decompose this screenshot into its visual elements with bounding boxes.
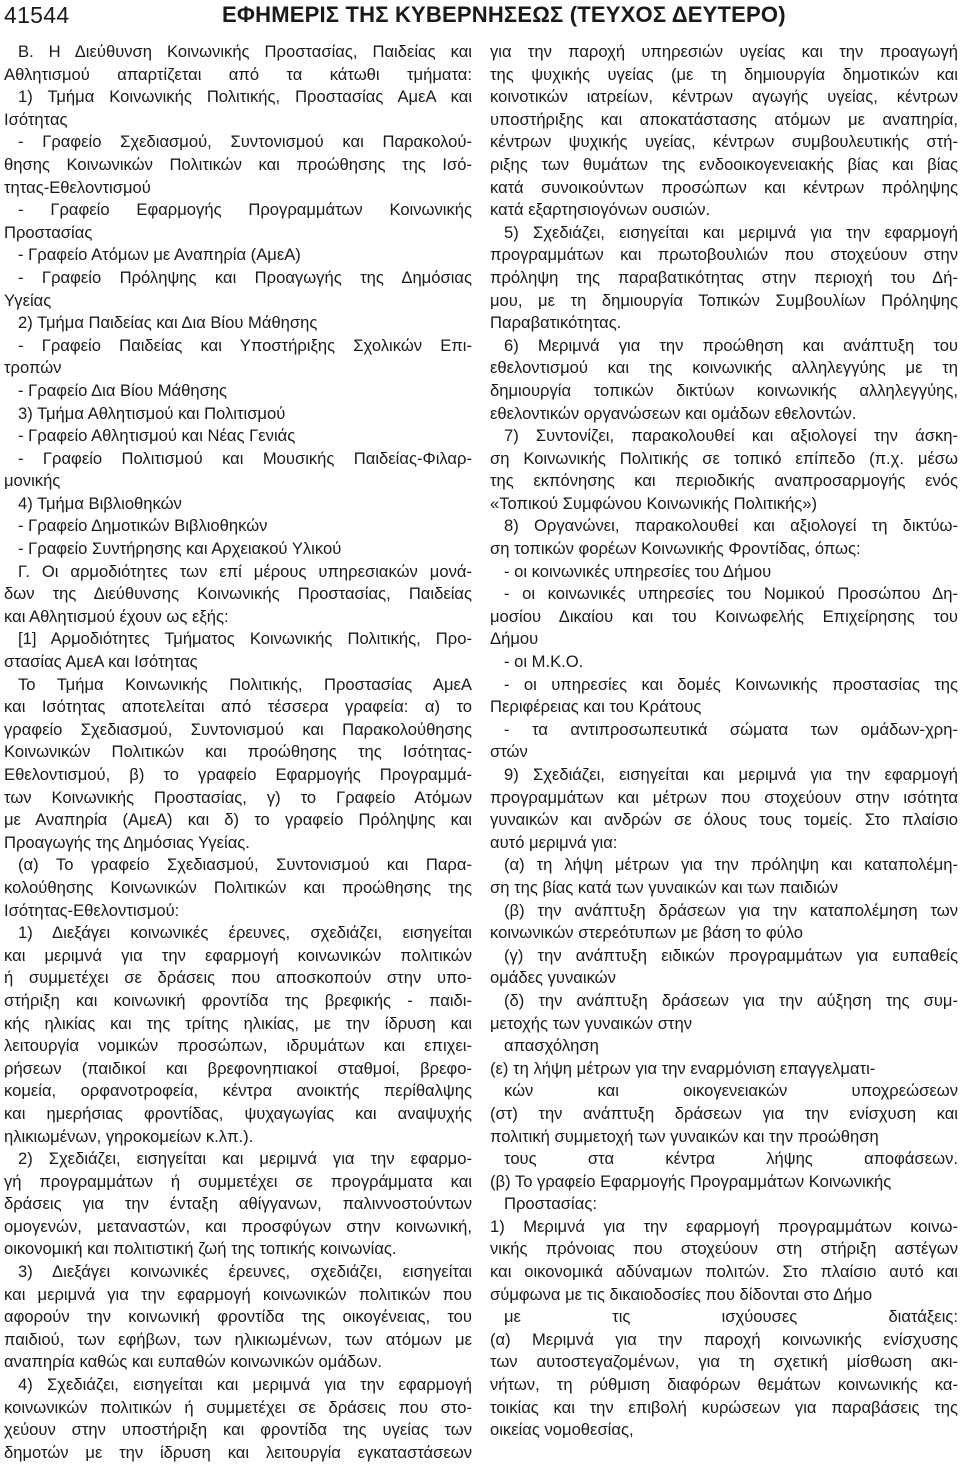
text-line: αυτό μεριμνά για:	[490, 832, 618, 852]
text-line: ση Κοινωνικής Πολιτικής σε τοπικό επίπεδο (π.χ. μέσω	[490, 448, 958, 468]
left-column	[4, 41, 472, 1464]
text-line: θησης Κοινωνικών Πολιτικών και προώθησης της Ισό-	[4, 154, 472, 174]
text-line: κών και οικογενειακών υποχρεώσεων	[504, 1081, 958, 1101]
text-line: στασίας ΑμεΑ και Ισότητας	[4, 652, 198, 672]
text-line: Ισότητας-Εθελοντισμού:	[4, 900, 180, 920]
text-line: εθελοντισμού και της κοινωνικής αλληλεγγύης με τη	[490, 358, 958, 378]
text-line: τους στα κέντρα λήψης αποφάσεων.	[504, 1149, 958, 1169]
text-line: Β. Η Διεύθυνση Κοινωνικής Προστασίας, Παιδείας και	[18, 42, 472, 61]
text-line: και ημερήσιας φροντίδας, ψυχαγωγίας και αναψυχής	[4, 1103, 472, 1123]
text-line: αφορούν την κοινωνική φροντίδα της οικογένειας, του	[4, 1307, 472, 1327]
text-line: «Τοπικού Συμφώνου Κοινωνικής Πολιτικής»)	[490, 493, 818, 513]
text-line: οικείας νομοθεσίας,	[490, 1420, 634, 1440]
text-line: (α) Το γραφείο Σχεδιασμού, Συντονισμού και Παρα-	[18, 855, 472, 875]
text-line: [1] Αρμοδιότητες Τμήματος Κοινωνικής Πολιτικής, Προ-	[18, 629, 472, 649]
text-line: στήριξη και κοινωνική φροντίδα της βρεφικής - παιδι-	[4, 990, 472, 1010]
text-line: - Γραφείο Πολιτισμού και Μουσικής Παιδείας-Φιλαρ-	[18, 448, 472, 468]
text-line: Κοινωνικών Πολιτικών και προώθησης της Ισότητας-	[4, 742, 472, 762]
text-line: - οι Μ.Κ.Ο.	[504, 652, 584, 672]
text-line: - Γραφείο Σχεδιασμού, Συντονισμού και Παρακολού-	[18, 132, 472, 152]
text-line: πολιτική συμμετοχή των γυναικών και την προώθηση	[490, 1126, 879, 1146]
text-line: - Γραφείο Δημοτικών Βιβλιοθηκών	[18, 516, 268, 536]
text-line: κομεία, ορφανοτροφεία, κέντρα ανοικτής περίθαλψης	[4, 1081, 472, 1101]
text-line: κατά συνοικούντων προσώπων και κέντρων πρόληψης	[490, 177, 958, 197]
text-line: και Αθλητισμού έχουν ως εξής:	[4, 606, 229, 626]
text-line: - οι υπηρεσίες και δομές Κοινωνικής προστασίας της	[504, 674, 958, 694]
text-line: νικής πρόνοιας που στοχεύουν στη στήριξη αστέγων	[490, 1239, 958, 1259]
text-line: 3) Διεξάγει κοινωνικές έρευνες, σχεδιάζει, εισηγείται	[18, 1262, 472, 1282]
text-line: γυναικών και ανδρών σε όλους τους τομείς. Στο πλαίσιο	[490, 810, 958, 830]
text-line: τοικίας και την επιβολή κυρώσεων για παραβάσεις της	[490, 1397, 958, 1417]
text-line: ρήσεων (παιδικοί και βρεφονηπιακοί σταθμοί, βρεφο-	[4, 1058, 472, 1078]
text-line: χεύουν στην υποστήριξη και φροντίδα της υγείας των	[4, 1420, 472, 1440]
text-line: μετοχής των γυναικών στην	[490, 1013, 693, 1033]
text-line: 8) Οργανώνει, παρακολουθεί και αξιολογεί τη δικτύω-	[504, 516, 958, 536]
text-line: αναπηρία καθώς και ευπαθών κοινωνικών ομάδων.	[4, 1352, 383, 1372]
text-line: δημιουργία τοπικών δικτύων κοινωνικής αλληλεγγύης,	[490, 380, 958, 400]
text-line: Δήμου	[490, 629, 539, 649]
text-line: κοινωνικών στερεότυπων με βάση το φύλο	[490, 923, 803, 943]
text-line: σύμφωνα με τις δικαιοδοσίες που δίδονται στο Δήμο	[490, 1284, 873, 1304]
text-line: δράσεις για την ένταξη αθίγγανων, παλιννοστούντων	[4, 1194, 472, 1214]
text-line: Περιφέρειας και του Κράτους	[490, 697, 702, 717]
text-line: - Γραφείο Παιδείας και Υποστήριξης Σχολικών Επι-	[18, 335, 472, 355]
text-line: Γ. Οι αρμοδιότητες των επί μέρους υπηρεσιακών μονά-	[18, 561, 472, 581]
page-header	[0, 0, 960, 34]
text-line: (γ) την ανάπτυξη ειδικών προγραμμάτων για ευπαθείς	[504, 945, 958, 965]
page-number: 41544	[4, 2, 70, 28]
text-line: ριξης των θυμάτων της ενδοοικογενειακής βίας και βίας	[490, 154, 958, 174]
text-line: ομάδες γυναικών	[490, 968, 616, 988]
text-line: - Γραφείο Εφαρμογής Προγραμμάτων Κοινωνικής	[18, 200, 472, 220]
text-line: Εθελοντισμού, β) το γραφείο Εφαρμογής Προγραμμά-	[4, 765, 472, 784]
text-line: προγραμμάτων και μέτρων που στοχεύουν στην ισότητα	[490, 787, 958, 807]
text-line: γραφείο Σχεδιασμού, Συντονισμού και Παρακολούθησης	[4, 719, 472, 739]
text-line: οικονομική και πολιτιστική ζωή της τοπικής κοινωνίας.	[4, 1239, 397, 1259]
text-line: Προστασίας:	[504, 1194, 597, 1214]
text-line: κής ηλικίας και της τρίτης ηλικίας, με την ίδρυση και	[4, 1013, 472, 1033]
text-line: απασχόληση	[504, 1036, 599, 1056]
text-line: δημοτών με την ίδρυση και λειτουργία εγκαταστάσεων	[4, 1442, 472, 1462]
text-line: Προαγωγής της Δημόσιας Υγείας.	[4, 832, 250, 852]
text-line: ηλικιωμένων, γηροκομείων κ.λπ.).	[4, 1126, 254, 1146]
text-line: 4) Σχεδιάζει, εισηγείται και μεριμνά για την εφαρμογή	[18, 1375, 472, 1395]
text-line: πρόληψη της παραβατικότητας στην περιοχή του Δή-	[490, 267, 958, 287]
text-line: τροπών	[4, 358, 62, 378]
text-line: 6) Μεριμνά για την προώθηση και ανάπτυξη του	[504, 335, 958, 355]
text-line: 2) Τμήμα Παιδείας και Δια Βίου Μάθησης	[18, 313, 318, 333]
text-line: προγραμμάτων και πρωτοβουλιών που στοχεύουν στην	[490, 245, 958, 265]
text-line: 1) Διεξάγει κοινωνικές έρευνες, σχεδιάζει, εισηγείται	[18, 923, 472, 943]
text-line: κολούθησης Κοινωνικών Πολιτικών και προώθησης της	[4, 877, 472, 897]
text-line: - οι κοινωνικές υπηρεσίες του Νομικού Προσώπου Δη-	[504, 584, 958, 604]
text-line: ή συμμετέχει σε δράσεις που αποσκοπούν στην υπο-	[4, 968, 472, 988]
text-line: ση τοπικών φορέων Κοινωνικής Φροντίδας, όπως:	[490, 539, 861, 559]
right-column	[490, 41, 958, 1442]
text-line: τητας-Εθελοντισμού	[4, 177, 151, 197]
text-line: κοινοτικών ιατρείων, κέντρων αγωγής υγείας, κέντρων	[490, 87, 958, 107]
text-line: Προστασίας	[4, 222, 93, 242]
text-line: 4) Τμήμα Βιβλιοθηκών	[18, 493, 182, 513]
text-line: 1) Μεριμνά για την εφαρμογή προγραμμάτων κοινω-	[490, 1216, 958, 1236]
text-line: Ισότητας	[4, 109, 68, 129]
text-line: - Γραφείο Ατόμων με Αναπηρία (ΑμεΑ)	[18, 245, 301, 265]
text-line: μου, με τη δημιουργία Τοπικών Συμβουλίων Πρόληψης	[490, 290, 958, 310]
text-line: και Ισότητας αποτελείται από τέσσερα γραφεία: α) το	[4, 697, 472, 717]
text-line: 2) Σχεδιάζει, εισηγείται και μεριμνά για την εφαρμο-	[18, 1149, 472, 1169]
text-line: κοινωνικών πολιτικών ή συμμετέχει σε δράσεις που στο-	[4, 1397, 472, 1417]
text-line: 3) Τμήμα Αθλητισμού και Πολιτισμού	[18, 403, 286, 423]
text-line: και μεριμνά για την εφαρμογή κοινωνικών πολιτικών που	[4, 1284, 472, 1304]
text-line: με τις ισχύουσες διατάξεις:	[504, 1307, 958, 1327]
text-line: 7) Συντονίζει, παρακολουθεί και αξιολογεί την άσκη-	[504, 426, 958, 446]
text-line: (α) Μεριμνά για την παροχή κοινωνικής ενίσχυσης	[490, 1329, 958, 1349]
text-line: 9) Σχεδιάζει, εισηγείται και μεριμνά για την εφαρμογή	[504, 765, 958, 784]
text-line: (δ) την ανάπτυξη δράσεων για την αύξηση της συμ-	[504, 990, 958, 1010]
text-line: - τα αντιπροσωπευτικά σώματα των ομάδων-χρη-	[504, 719, 958, 739]
text-line: δων της Διεύθυνσης Κοινωνικής Προστασίας, Παιδείας	[4, 584, 472, 604]
text-line: κατά εξαρτησιογόνων ουσιών.	[490, 200, 711, 220]
text-line: των αυτοστεγαζομένων, για τη σχετική μίσθωση ακι-	[490, 1352, 958, 1372]
text-line: υποστήριξης και αποκατάστασης ατόμων με αναπηρία,	[490, 109, 958, 129]
text-line: με Αναπηρία (ΑμεΑ) και δ) το γραφείο Πρόληψης και	[4, 810, 472, 830]
text-line: - Γραφείο Συντήρησης και Αρχειακού Υλικού	[18, 539, 342, 559]
text-line: ομογενών, μεταναστών, και προσφύγων στην κοινωνική,	[4, 1216, 472, 1236]
text-line: για την παροχή υπηρεσιών υγείας και την προαγωγή	[490, 42, 958, 61]
text-line: και οικονομικά αδύναμων πολιτών. Στο πλαίσιο αυτό και	[490, 1262, 958, 1282]
text-line: 1) Τμήμα Κοινωνικής Πολιτικής, Προστασίας ΑμεΑ και	[18, 87, 472, 107]
text-line: παιδιού, των εφήβων, των ηλικιωμένων, των ατόμων με	[4, 1329, 472, 1349]
text-line: στών	[490, 742, 528, 762]
gazette-title: ΕΦΗΜΕΡΙΣ ΤΗΣ ΚΥΒΕΡΝΗΣΕΩΣ (ΤΕΥΧΟΣ ΔΕΥΤΕΡΟ)	[222, 2, 786, 27]
text-line: κέντρων ψυχικής υγείας, κέντρων συμβουλευτικής στή-	[490, 132, 958, 152]
text-line: - οι κοινωνικές υπηρεσίες του Δήμου	[504, 561, 772, 581]
text-line: Υγείας	[4, 290, 52, 310]
text-line: (στ) την ανάπτυξη δράσεων για την ενίσχυση και	[490, 1103, 958, 1123]
text-line: - Γραφείο Δια Βίου Μάθησης	[18, 380, 228, 400]
text-line: γή προγραμμάτων ή συμμετέχει σε προγράμματα και	[4, 1171, 472, 1191]
text-line: λειτουργία νομικών προσώπων, ιδρυμάτων και επιχει-	[4, 1036, 472, 1056]
text-line: ση της βίας κατά των γυναικών και των παιδιών	[490, 877, 839, 897]
text-line: της ψυχικής υγείας (με τη δημιουργία δημοτικών και	[490, 64, 958, 84]
text-line: μοσίου Δικαίου και του Κοινωφελής Επιχείρησης του	[490, 606, 958, 626]
text-line: (α) τη λήψη μέτρων για την πρόληψη και καταπολέμη-	[504, 855, 958, 875]
text-line: και μεριμνά για την εφαρμογή κοινωνικών πολιτικών	[4, 945, 472, 965]
text-line: Αθλητισμού απαρτίζεται από τα κάτωθι τμήματα:	[4, 64, 472, 84]
text-line: νήτων, τη ρύθμιση διαφόρων θεμάτων κοινωνικής κα-	[490, 1375, 958, 1395]
text-line: μονικής	[4, 471, 61, 491]
text-line: εθελοντικών οργανώσεων και ομάδων εθελοντών.	[490, 403, 857, 423]
text-line: - Γραφείο Πρόληψης και Προαγωγής της Δημόσιας	[18, 267, 472, 287]
text-line: (ε) τη λήψη μέτρων για την εναρμόνιση επαγγελματι-	[490, 1058, 876, 1078]
text-line: των Κοινωνικής Προστασίας, γ) το Γραφείο Ατόμων	[4, 787, 472, 807]
text-line: 5) Σχεδιάζει, εισηγείται και μεριμνά για την εφαρμογή	[504, 222, 958, 242]
text-line: Το Τμήμα Κοινωνικής Πολιτικής, Προστασίας ΑμεΑ	[18, 674, 472, 694]
text-line: - Γραφείο Αθλητισμού και Νέας Γενιάς	[18, 426, 296, 446]
text-line: (β) την ανάπτυξη δράσεων για την καταπολέμηση των	[504, 900, 958, 920]
text-line: (β) Το γραφείο Εφαρμογής Προγραμμάτων Κοινωνικής	[490, 1171, 892, 1191]
text-line: Παραβατικότητας.	[490, 313, 622, 333]
text-line: της εκπόνησης και περιοδικής αναπροσαρμογής ενός	[490, 471, 958, 491]
